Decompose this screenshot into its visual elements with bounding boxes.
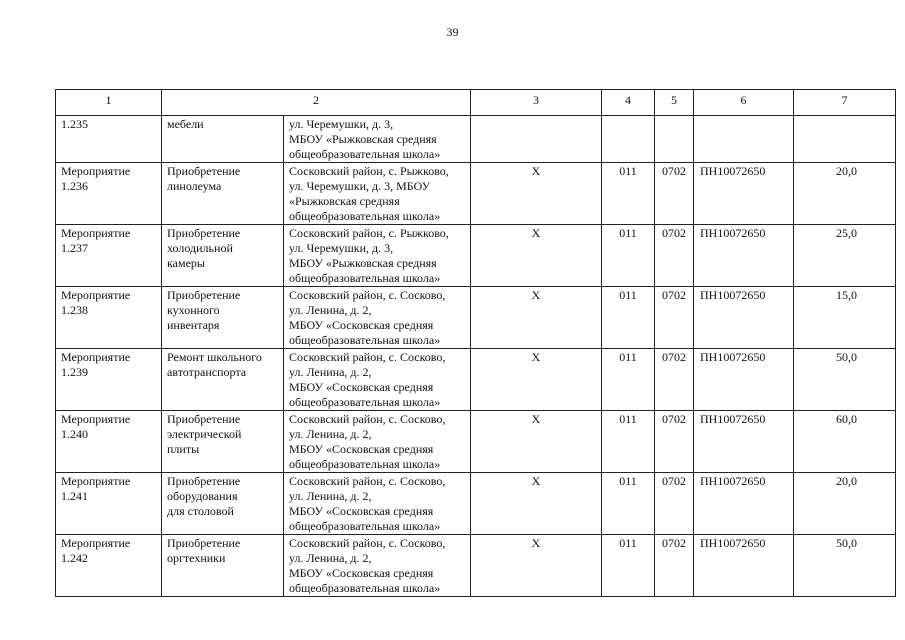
amount-cell: 50,0 (794, 535, 896, 597)
amount-cell: 20,0 (794, 163, 896, 225)
measures-table (55, 89, 896, 597)
col3-cell: Х (471, 535, 602, 597)
col3-cell: Х (471, 163, 602, 225)
measure-name-cell: Приобретение оборудования для столовой (162, 473, 284, 535)
measure-id-cell: Мероприятие 1.237 (56, 225, 162, 287)
col3-cell: Х (471, 411, 602, 473)
budget-code-cell: ПН10072650 (694, 163, 794, 225)
col5-cell (655, 116, 694, 163)
table-row (56, 287, 896, 349)
header-cell-6: 6 (694, 90, 794, 116)
budget-code-cell: ПН10072650 (694, 349, 794, 411)
table-row (56, 225, 896, 287)
header-cell-5: 5 (655, 90, 694, 116)
col3-cell: Х (471, 473, 602, 535)
col5-cell: 0702 (655, 411, 694, 473)
amount-cell (794, 116, 896, 163)
measure-id-cell: Мероприятие 1.239 (56, 349, 162, 411)
address-cell: Сосковский район, с. Сосково, ул. Ленина, д. 2, МБОУ «Сосковская средняя общеобразовательная школа» (284, 535, 471, 597)
budget-code-cell: ПН10072650 (694, 287, 794, 349)
table-row (56, 349, 896, 411)
header-cell-3: 3 (471, 90, 602, 116)
budget-code-cell: ПН10072650 (694, 535, 794, 597)
amount-cell: 20,0 (794, 473, 896, 535)
address-cell: Сосковский район, с. Сосково, ул. Ленина, д. 2, МБОУ «Сосковская средняя общеобразовательная школа» (284, 287, 471, 349)
col4-cell: 011 (602, 287, 655, 349)
col5-cell: 0702 (655, 163, 694, 225)
col3-cell: Х (471, 225, 602, 287)
measure-name-cell: Приобретение электрической плиты (162, 411, 284, 473)
address-cell: Сосковский район, с. Сосково, ул. Ленина, д. 2, МБОУ «Сосковская средняя общеобразовательная школа» (284, 349, 471, 411)
budget-code-cell: ПН10072650 (694, 473, 794, 535)
address-cell: Сосковский район, с. Рыжково, ул. Черемушки, д. 3, МБОУ «Рыжковская средняя общеобразовательная школа» (284, 225, 471, 287)
col3-cell (471, 116, 602, 163)
col5-cell: 0702 (655, 349, 694, 411)
measure-id-cell: Мероприятие 1.242 (56, 535, 162, 597)
col4-cell: 011 (602, 535, 655, 597)
header-cell-1: 1 (56, 90, 162, 116)
budget-code-cell: ПН10072650 (694, 411, 794, 473)
col5-cell: 0702 (655, 473, 694, 535)
header-cell-4: 4 (602, 90, 655, 116)
budget-code-cell: ПН10072650 (694, 225, 794, 287)
amount-cell: 25,0 (794, 225, 896, 287)
amount-cell: 50,0 (794, 349, 896, 411)
measure-name-cell: Ремонт школьного автотранспорта (162, 349, 284, 411)
table-row (56, 473, 896, 535)
table-row (56, 535, 896, 597)
col4-cell: 011 (602, 225, 655, 287)
header-cell-2: 2 (162, 90, 471, 116)
address-cell: ул. Черемушки, д. 3, МБОУ «Рыжковская средняя общеобразовательная школа» (284, 116, 471, 163)
measure-id-cell: 1.235 (56, 116, 162, 163)
address-cell: Сосковский район, с. Сосково, ул. Ленина, д. 2, МБОУ «Сосковская средняя общеобразовательная школа» (284, 473, 471, 535)
table-row (56, 163, 896, 225)
col5-cell: 0702 (655, 287, 694, 349)
col4-cell: 011 (602, 349, 655, 411)
col5-cell: 0702 (655, 535, 694, 597)
measure-name-cell: мебели (162, 116, 284, 163)
measure-id-cell: Мероприятие 1.241 (56, 473, 162, 535)
page-number: 39 (446, 25, 459, 39)
col4-cell: 011 (602, 163, 655, 225)
measure-name-cell: Приобретение кухонного инвентаря (162, 287, 284, 349)
measure-name-cell: Приобретение линолеума (162, 163, 284, 225)
measure-id-cell: Мероприятие 1.236 (56, 163, 162, 225)
col4-cell (602, 116, 655, 163)
col4-cell: 011 (602, 473, 655, 535)
measure-id-cell: Мероприятие 1.238 (56, 287, 162, 349)
table-row (56, 116, 896, 163)
measure-name-cell: Приобретение холодильной камеры (162, 225, 284, 287)
address-cell: Сосковский район, с. Рыжково, ул. Черемушки, д. 3, МБОУ «Рыжковская средняя общеобразовательная школа» (284, 163, 471, 225)
amount-cell: 60,0 (794, 411, 896, 473)
col3-cell: Х (471, 349, 602, 411)
amount-cell: 15,0 (794, 287, 896, 349)
budget-code-cell (694, 116, 794, 163)
col4-cell: 011 (602, 411, 655, 473)
col5-cell: 0702 (655, 225, 694, 287)
col3-cell: Х (471, 287, 602, 349)
measure-name-cell: Приобретение оргтехники (162, 535, 284, 597)
table-header-row (56, 90, 896, 116)
measure-id-cell: Мероприятие 1.240 (56, 411, 162, 473)
header-cell-7: 7 (794, 90, 896, 116)
address-cell: Сосковский район, с. Сосково, ул. Ленина, д. 2, МБОУ «Сосковская средняя общеобразовательная школа» (284, 411, 471, 473)
table-row (56, 411, 896, 473)
